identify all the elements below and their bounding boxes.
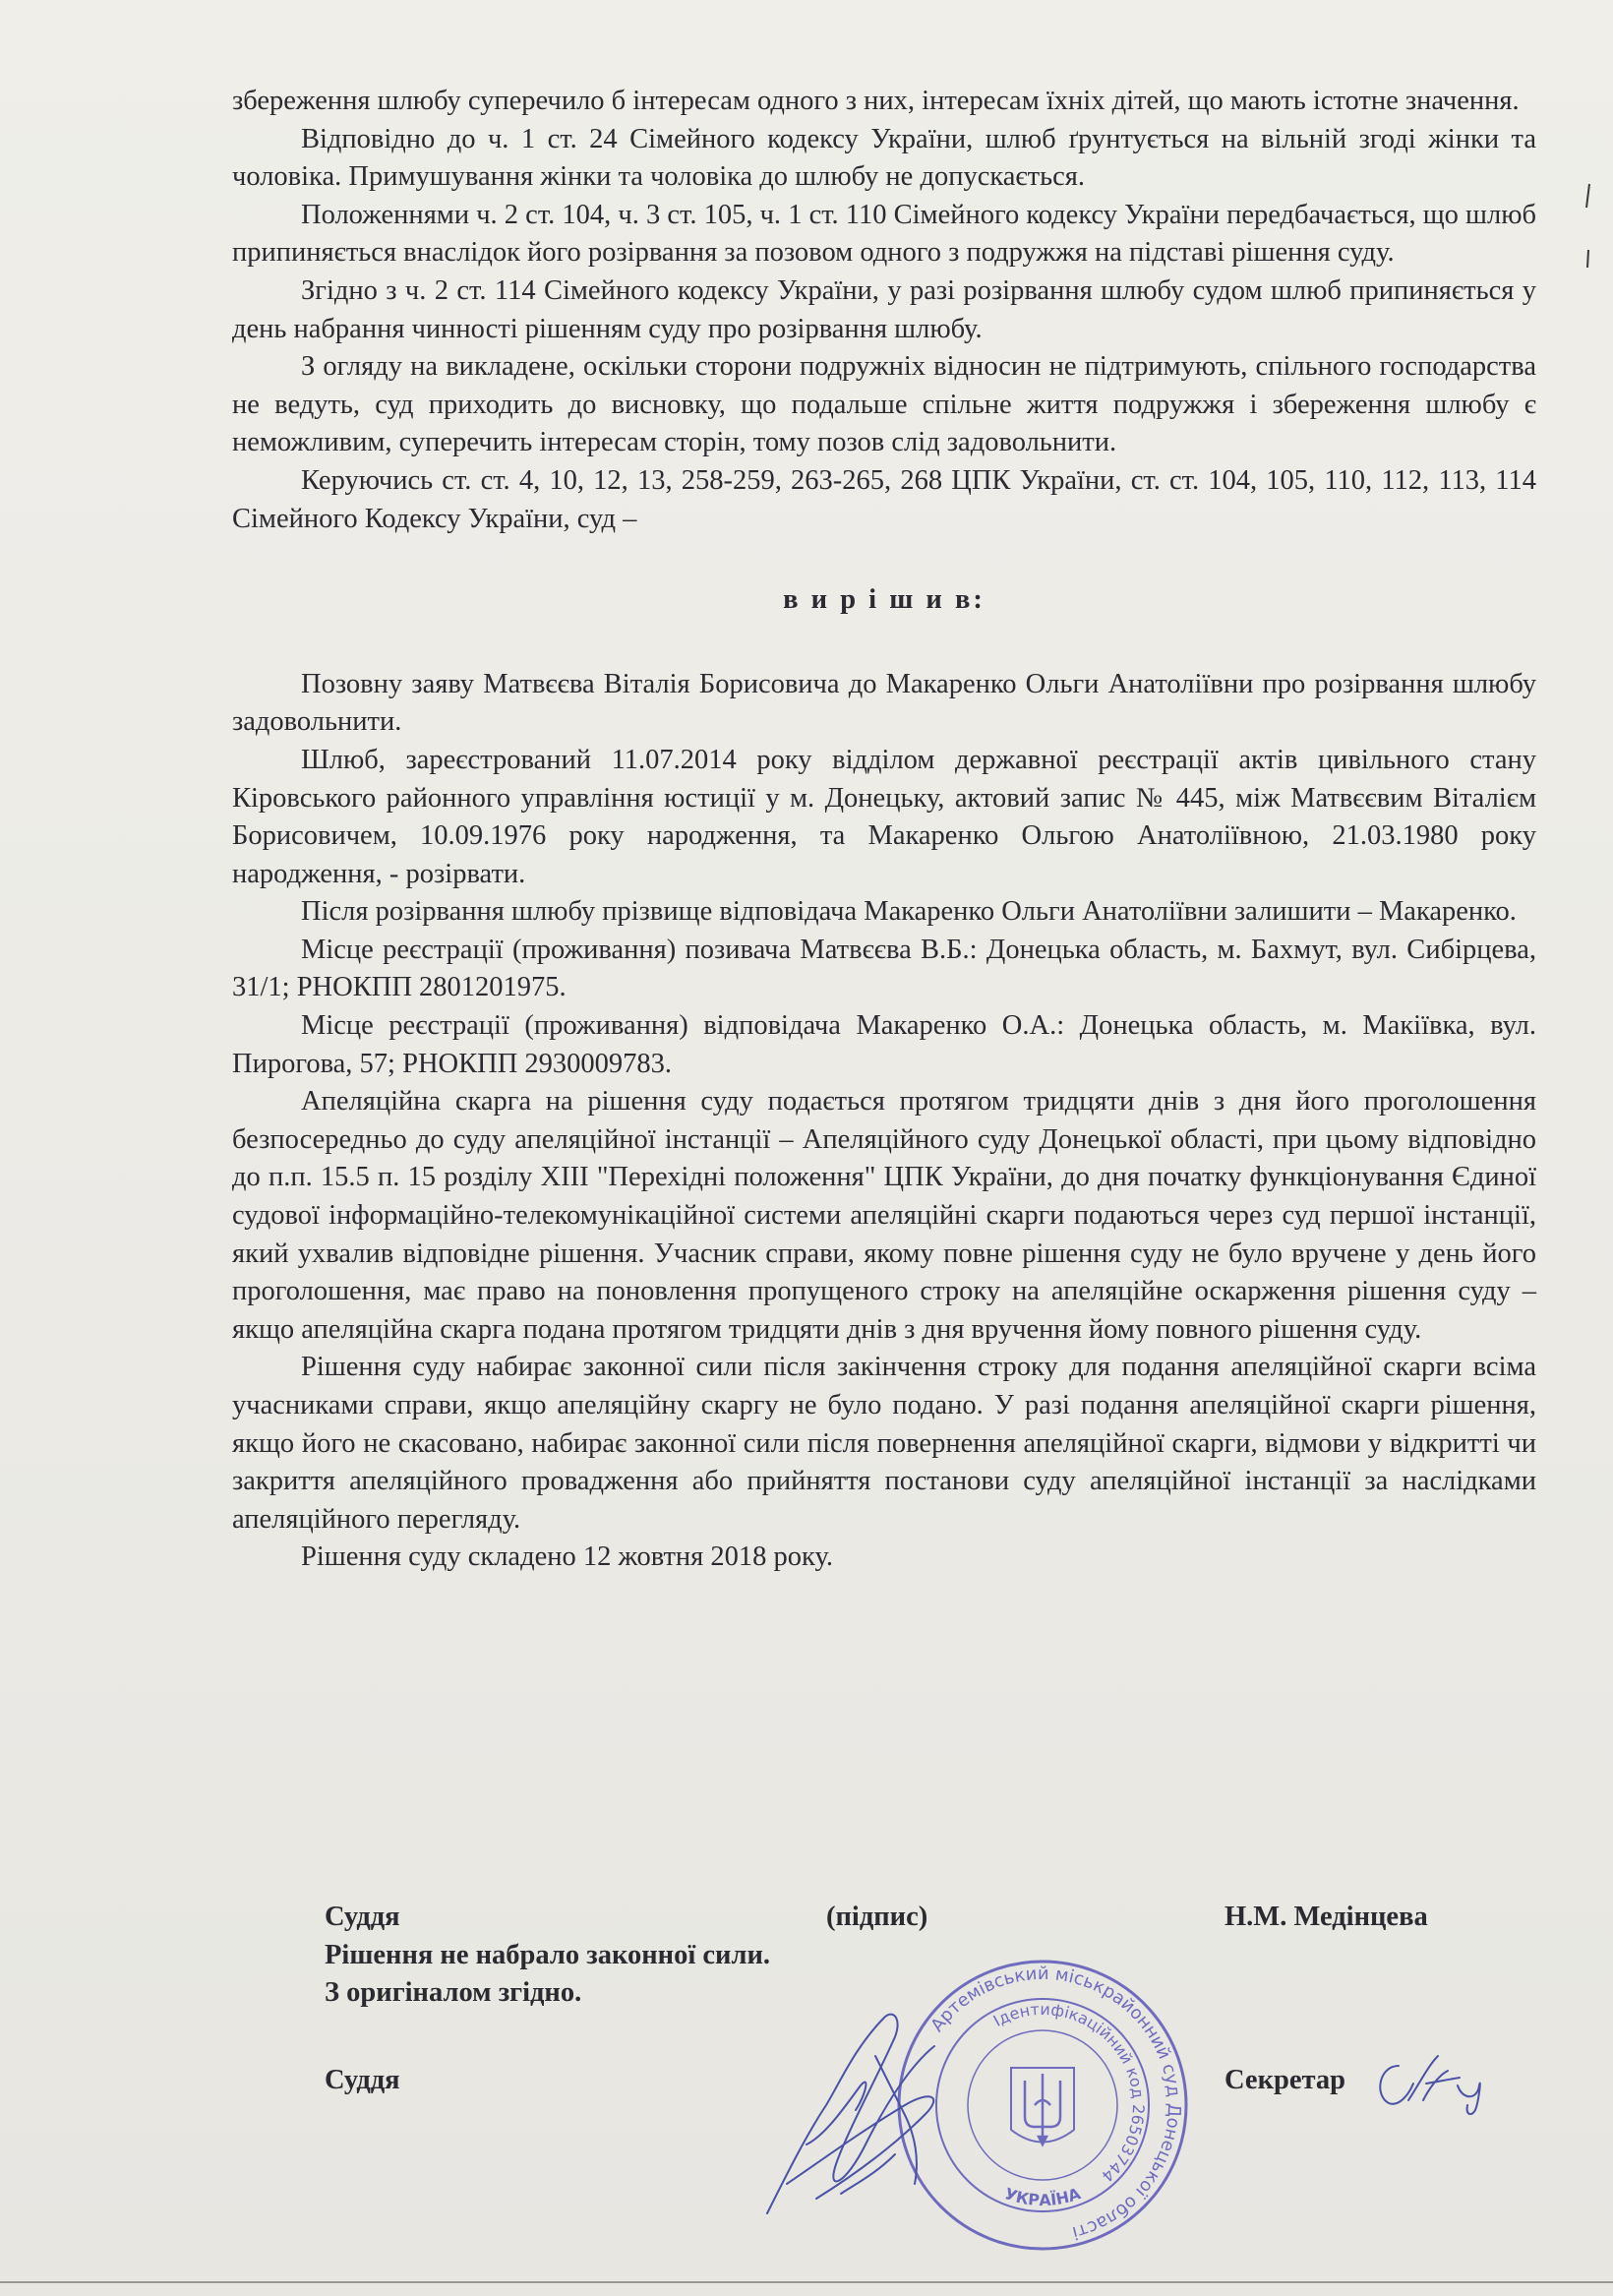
paragraph: Відповідно до ч. 1 ст. 24 Сімейного кодексу України, шлюб ґрунтується на вільній згоді жінки та чоловіка. Примушування жінки та чоловіка до шлюбу не допускається. <box>232 123 1536 193</box>
stamp-inner-text: Ідентифікаційний код 26503744 <box>989 1999 1149 2186</box>
decision-paragraph: Рішення суду складено 12 жовтня 2018 року. <box>301 1541 833 1573</box>
secretary-label: Секретар <box>1225 2064 1345 2095</box>
judge-signature-row <box>325 1899 1544 1937</box>
decision-paragraph: Після розірвання шлюбу прізвище відповідача Макаренко Ольги Анатоліївни залишити – Макаренко. <box>301 896 1517 928</box>
decision-heading: в и р і ш и в: <box>783 584 986 616</box>
judge-label: Суддя <box>325 1902 400 1932</box>
decision-paragraph: Апеляційна скарга на рішення суду подається протягом тридцяти днів з дня його проголошення безпосередньо до суду апеляційної інстанції – Апеляційного суду Донецької області, при цьому відповідно до п.п. 15.5 п. 15 розділу XIII "Перехідні положення" ЦПК України, до дня початку функціонування Єдиної судової інформаційно-телекомунікаційної системи апеляційні скарги подаються через суд першої інстанції, який ухвалив відповідне рішення. Учасник справи, якому повне рішення суду не було вручене у день його проголошення, має право на поновлення пропущеного строку на апеляційне оскарження рішення суду – якщо апеляційна скарга подана протягом тридцяти днів з дня вручення йому повного рішення суду. <box>232 1086 1536 1345</box>
paragraph: З огляду на викладене, оскільки сторони подружніх відносин не підтримують, спільного господарства не ведуть, суд приходить до висновку, що подальше спільне життя подружжя і збереження шлюбу є неможливим, суперечить інтересам сторін, тому позов слід задовольнити. <box>232 351 1536 458</box>
stamp-bottom-text: УКРАЇНА <box>1001 2184 1084 2210</box>
trident-icon <box>1011 2068 1074 2145</box>
judge-name: Н.М. Медінцева <box>1225 1902 1428 1932</box>
scan-mark <box>1578 182 1597 211</box>
certified-copy-note: З оригіналом згідно. <box>325 1977 582 2009</box>
paragraph: збереження шлюбу суперечило б інтересам одного з них, інтересам їхніх дітей, що мають істотне значення. <box>232 86 1520 116</box>
paragraph: Керуючись ст. ст. 4, 10, 12, 13, 258-259, 263-265, 268 ЦПК України, ст. ст. 104, 105, 110, 112, 113, 114 Сімейного Кодексу України, суд – <box>232 464 1536 534</box>
decision-paragraph: Шлюб, зареєстрований 11.07.2014 року відділом державної реєстрації актів цивільного стану Кіровського районного управління юстиції у м. Донецьку, актовий запис № 445, між Матвєєвим Віталієм Борисовичем, 10.09.1976 року народження, та Макаренко Ольгою Анатоліївною, 21.03.1980 року народження, - розірвати. <box>232 744 1536 889</box>
decision-paragraph: Місце реєстрації (проживання) позивача Матвєєва В.Б.: Донецька область, м. Бахмут, вул. Сибірцева, 31/1; РНОКПП 2801201975. <box>232 934 1536 1003</box>
signature-placeholder: (підпис) <box>826 1902 928 1932</box>
decision-paragraph: Місце реєстрації (проживання) відповідача Макаренко О.А.: Донецька область, м. Макіївка, вул. Пирогова, 57; РНОКПП 2930009783. <box>232 1010 1536 1079</box>
decision-paragraph: Рішення суду набирає законної сили після закінчення строку для подання апеляційної скарги всіма учасниками справи, якщо апеляційну скаргу не було подано. У разі подання апеляційної скарги рішення, якщо його не скасовано, набирає законної сили після повернення апеляційної скарги, відмови у відкритті чи закриття апеляційного провадження або прийняття постанови суду апеляційної інстанції за наслідками апеляційного перегляду. <box>232 1352 1536 1535</box>
decision-paragraph: Позовну заяву Матвєєва Віталія Борисовича до Макаренко Ольги Анатоліївни про розірвання шлюбу задовольнити. <box>232 668 1536 738</box>
document-body <box>232 83 1536 1577</box>
paragraph: Положеннями ч. 2 ст. 104, ч. 3 ст. 105, ч. 1 ст. 110 Сімейного кодексу України передбачається, що шлюб припиняється внаслідок його розірвання за позовом одного з подружжя на підставі рішення суду. <box>232 199 1536 269</box>
judge-label-2: Суддя <box>325 2064 400 2095</box>
scan-mark <box>1578 246 1597 275</box>
paragraph: Згідно з ч. 2 ст. 114 Сімейного кодексу України, у разі розірвання шлюбу судом шлюб припиняється у день набрання чинності рішенням суду про розірвання шлюбу. <box>232 274 1536 344</box>
judge-signature <box>747 1987 974 2223</box>
stamp-outer-text: Артемівський міськрайонний суд Донецької області <box>926 1963 1185 2244</box>
not-in-force-note: Рішення не набрало законної сили. <box>325 1939 770 1970</box>
secretary-signature <box>1369 2046 1507 2115</box>
scan-bottom-edge <box>0 2281 1613 2283</box>
